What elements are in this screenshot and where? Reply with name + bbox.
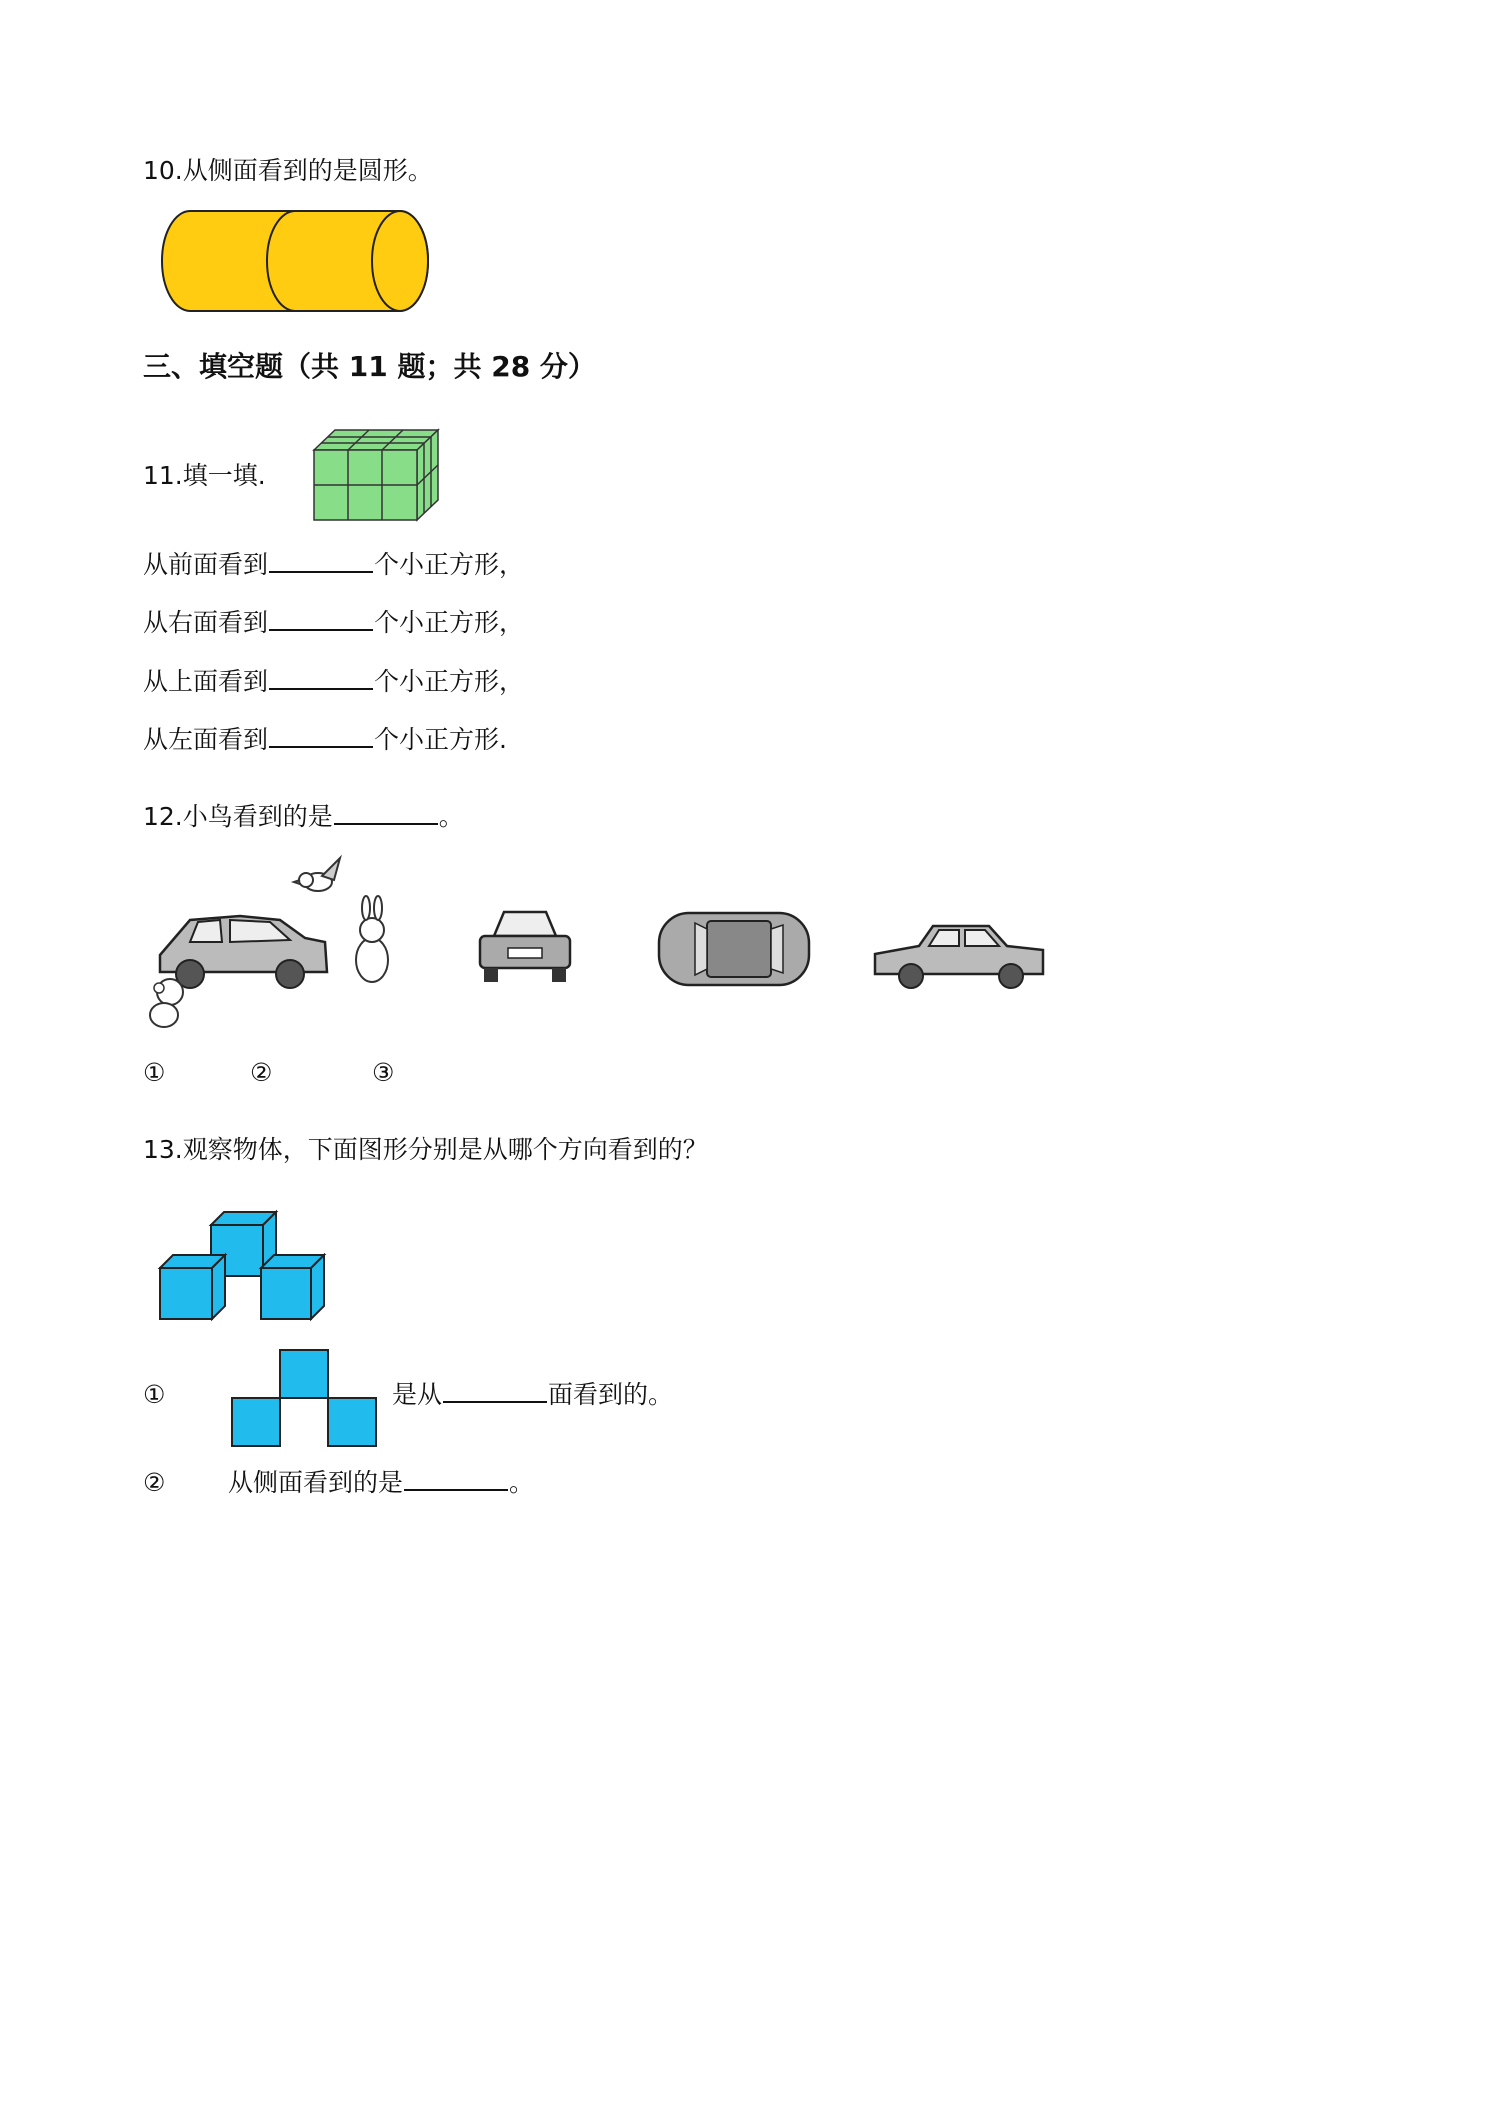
q13-item1-number: ① xyxy=(143,1380,166,1409)
q13-prompt: 13.观察物体，下面图形分别是从哪个方向看到的？ xyxy=(143,1135,708,1164)
q13-item2-text: 从侧面看到的是 。 xyxy=(228,1468,535,1497)
q11-line-top: 从上面看到 个小正方形， xyxy=(143,667,525,696)
bird-icon xyxy=(294,858,340,891)
q13-item1-text: 是从 面看到的。 xyxy=(392,1380,674,1409)
monkey-icon xyxy=(150,979,183,1027)
q11-line-front: 从前面看到 个小正方形， xyxy=(143,550,525,579)
q11-prompt: 11.填一填. xyxy=(143,461,266,490)
q12-prompt: 12.小鸟看到的是 。 xyxy=(143,802,464,831)
answer-blank[interactable] xyxy=(404,1467,508,1491)
q10-text: 10.从侧面看到的是圆形。 xyxy=(143,156,433,185)
answer-blank[interactable] xyxy=(269,724,373,748)
section-heading: 三、填空题（共 11 题；共 28 分） xyxy=(143,350,596,383)
q12-option-1[interactable]: ① xyxy=(143,1058,166,1087)
answer-blank[interactable] xyxy=(269,549,373,573)
blue-cubes-figure xyxy=(158,1205,326,1323)
q13-item2-number: ② xyxy=(143,1468,166,1497)
answer-blank[interactable] xyxy=(269,607,373,631)
car-side-icon xyxy=(160,916,327,988)
car-top-view xyxy=(655,907,813,991)
answer-blank[interactable] xyxy=(334,801,438,825)
rabbit-icon xyxy=(356,896,388,982)
q11-line-left: 从左面看到 个小正方形. xyxy=(143,725,507,754)
q12-option-3[interactable]: ③ xyxy=(372,1058,395,1087)
car-front-view xyxy=(476,908,574,984)
car-side-view xyxy=(871,920,1047,992)
car-scene-figure xyxy=(140,850,410,1030)
answer-blank[interactable] xyxy=(443,1379,547,1403)
green-cube-figure xyxy=(312,428,442,524)
q11-line-right: 从右面看到 个小正方形， xyxy=(143,608,525,637)
front-view-squares-figure xyxy=(230,1348,382,1448)
q12-option-2[interactable]: ② xyxy=(250,1058,273,1087)
answer-blank[interactable] xyxy=(269,666,373,690)
cylinder-figure xyxy=(160,208,432,314)
